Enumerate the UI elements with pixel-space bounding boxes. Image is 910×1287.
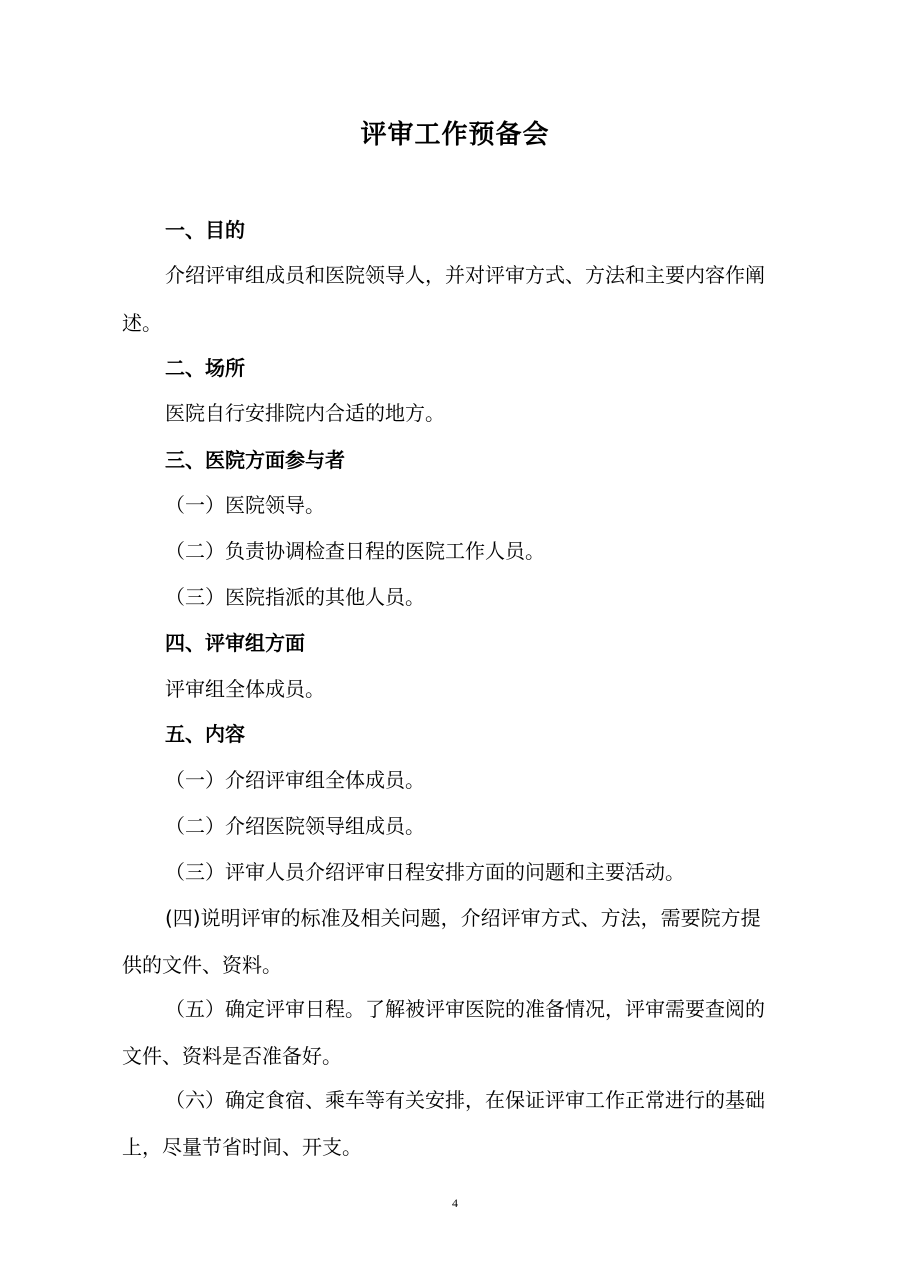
section-heading-hospital-participants: 三、医院方面参与者 <box>165 448 345 472</box>
hospital-participant-item-3: （三）医院指派的其他人员。 <box>165 585 425 609</box>
document-title: 评审工作预备会 <box>360 120 550 150</box>
content-item-2: （二）介绍医院领导组成员。 <box>165 814 425 838</box>
purpose-text-line-2: 述。 <box>122 311 162 335</box>
section-heading-purpose: 一、目的 <box>165 218 245 242</box>
page-number: 4 <box>452 1196 458 1210</box>
hospital-participant-item-1: （一）医院领导。 <box>165 493 325 517</box>
content-item-1: （一）介绍评审组全体成员。 <box>165 768 425 792</box>
content-item-4-line-1: (四)说明评审的标准及相关问题，介绍评审方式、方法，需要院方提 <box>165 906 761 930</box>
section-heading-venue: 二、场所 <box>165 356 245 380</box>
section-heading-content: 五、内容 <box>165 722 245 746</box>
hospital-participant-item-2: （二）负责协调检查日程的医院工作人员。 <box>165 539 545 563</box>
content-item-3: （三）评审人员介绍评审日程安排方面的问题和主要活动。 <box>165 860 685 884</box>
venue-text: 医院自行安排院内合适的地方。 <box>165 401 445 425</box>
review-team-text: 评审组全体成员。 <box>165 677 325 701</box>
content-item-6-line-1: （六）确定食宿、乘车等有关安排，在保证评审工作正常进行的基础 <box>165 1088 765 1112</box>
section-heading-review-team: 四、评审组方面 <box>165 631 305 655</box>
content-item-6-line-2: 上，尽量节省时间、开支。 <box>122 1135 362 1159</box>
purpose-text-line-1: 介绍评审组成员和医院领导人，并对评审方式、方法和主要内容作阐 <box>165 263 765 287</box>
content-item-4-line-2: 供的文件、资料。 <box>122 953 282 977</box>
content-item-5-line-2: 文件、资料是否准备好。 <box>122 1044 342 1068</box>
content-item-5-line-1: （五）确定评审日程。了解被评审医院的准备情况，评审需要查阅的 <box>165 997 765 1021</box>
